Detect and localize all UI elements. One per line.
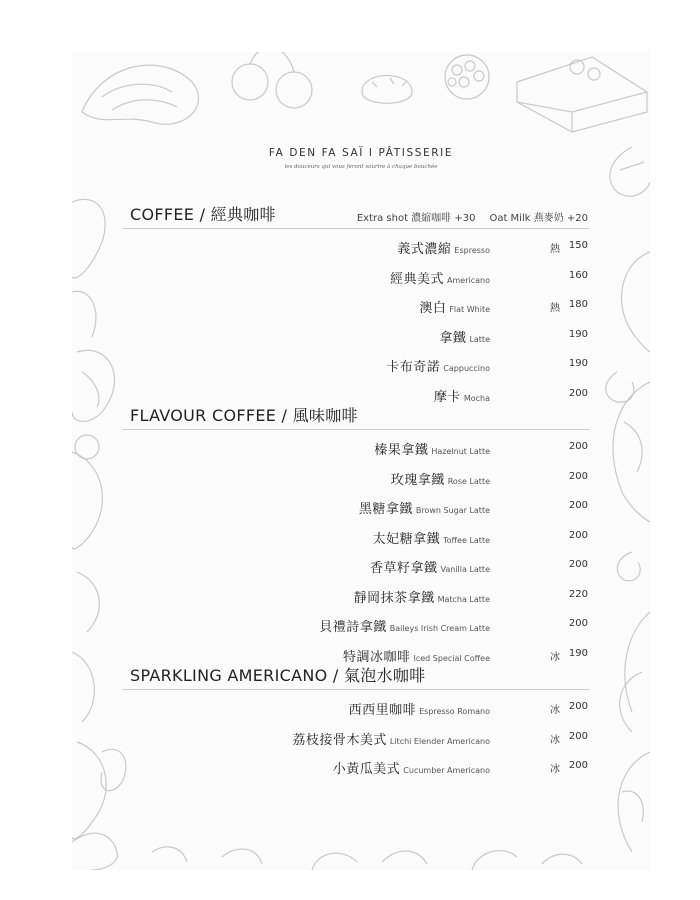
- item-name-english: Mocha: [463, 393, 490, 403]
- item-price: 200: [568, 701, 588, 712]
- menu-item: [122, 550, 590, 580]
- menu-item-name: [359, 498, 490, 517]
- menu-item: [122, 491, 590, 521]
- menu-item: [122, 349, 590, 379]
- item-name-chinese: 玫瑰拿鐵: [390, 472, 445, 488]
- item-name-english: Iced Special Coffee: [413, 653, 490, 663]
- oat-milk-option: Oat Milk 燕麥奶 +20: [489, 213, 588, 224]
- item-name-english: Hazelnut Latte: [431, 447, 490, 456]
- item-temperature: 冰: [550, 764, 560, 775]
- section-header: [122, 207, 590, 229]
- menu-list: [122, 207, 590, 781]
- item-temperature: 冰: [550, 705, 560, 716]
- item-name-chinese: 義式濃縮: [397, 242, 452, 257]
- menu-item-name: [390, 268, 490, 287]
- item-name-chinese: 卡布奇諾: [386, 360, 441, 375]
- menu-item-name: [386, 356, 490, 375]
- menu-item-name: [373, 528, 490, 547]
- item-price: 200: [568, 730, 588, 742]
- item-name-english: Brown Sugar Latte: [415, 506, 490, 515]
- extra-shot-option: Extra shot 濃縮咖啡 +30: [356, 213, 476, 224]
- item-name-english: Baileys Irish Cream Latte: [389, 624, 490, 633]
- item-name-english: Latte: [469, 334, 490, 344]
- item-price: 200: [568, 618, 588, 629]
- section-title: FLAVOUR COFFEE / 風味咖啡: [130, 406, 358, 425]
- menu-page: [72, 52, 650, 870]
- menu-item: [122, 432, 590, 462]
- section-header: [122, 408, 590, 430]
- section-title: COFFEE / 經典咖啡: [130, 205, 276, 224]
- menu-item-name: [439, 327, 490, 346]
- menu-item-name: [343, 646, 490, 665]
- item-price: 200: [568, 441, 588, 452]
- item-name-chinese: 澳白: [419, 301, 447, 316]
- item-name-chinese: 小黃瓜美式: [332, 762, 401, 777]
- brand-tagline: les douceurs qui vous feront sourire à chaque bouchée: [284, 164, 438, 170]
- item-name-chinese: 榛果拿鐵: [374, 443, 429, 458]
- item-temperature: 熱: [550, 244, 560, 255]
- item-name-english: Cucumber Americano: [403, 766, 490, 775]
- menu-item-name: [397, 238, 490, 257]
- item-name-english: Toffee Latte: [443, 535, 490, 545]
- item-price: 160: [568, 269, 588, 281]
- item-name-chinese: 太妃糖拿鐵: [372, 531, 441, 547]
- item-price: 190: [568, 328, 588, 340]
- menu-item-name: [354, 587, 490, 606]
- item-price: 190: [568, 647, 588, 659]
- item-name-english: Cappuccino: [443, 364, 490, 373]
- menu-item: [122, 609, 590, 639]
- item-name-chinese: 特調冰咖啡: [342, 649, 411, 665]
- item-price: 150: [568, 240, 588, 251]
- item-temperature: 熱: [550, 303, 560, 314]
- item-name-chinese: 西西里咖啡: [348, 703, 417, 718]
- item-name-english: Flat White: [449, 305, 490, 314]
- menu-item-name: [419, 297, 490, 316]
- item-name-chinese: 荔枝接骨木美式: [292, 732, 387, 748]
- menu-item: [122, 521, 590, 551]
- add-on-options: [343, 209, 588, 224]
- menu-item-name: [374, 439, 490, 458]
- menu-item: [122, 692, 590, 722]
- item-name-english: Americano: [447, 275, 490, 285]
- menu-item-name: [333, 758, 490, 777]
- item-temperature: 冰: [550, 651, 560, 663]
- item-name-chinese: 拿鐵: [439, 330, 467, 346]
- menu-item: [122, 580, 590, 610]
- item-name-english: Matcha Latte: [437, 594, 490, 604]
- item-name-english: Vanilla Latte: [440, 565, 490, 574]
- item-name-english: Litchi Elender Americano: [389, 736, 490, 746]
- item-price: 190: [568, 358, 588, 369]
- item-name-chinese: 香草籽拿鐵: [369, 561, 438, 576]
- menu-item-name: [292, 729, 490, 748]
- menu-item: [122, 462, 590, 492]
- item-price: 200: [568, 559, 588, 570]
- item-price: 200: [568, 500, 588, 511]
- item-name-chinese: 靜岡抹茶拿鐵: [353, 590, 435, 606]
- item-name-chinese: 摩卡: [433, 389, 461, 405]
- section-header: [122, 668, 590, 690]
- menu-item-name: [370, 557, 490, 576]
- item-price: 200: [568, 470, 588, 482]
- item-price: 200: [568, 387, 588, 399]
- item-name-english: Espresso Romano: [419, 707, 490, 716]
- item-price: 200: [568, 760, 588, 771]
- menu-item: [122, 722, 590, 752]
- item-name-chinese: 貝禮詩拿鐵: [319, 620, 387, 635]
- brand-header: [72, 147, 650, 170]
- menu-item-name: [319, 616, 490, 635]
- menu-item: [122, 290, 590, 320]
- brand-name: FA DEN FA SAÏ I PÂTISSERIE: [268, 147, 454, 159]
- menu-item: [122, 231, 590, 261]
- item-name-chinese: 黑糖拿鐵: [358, 502, 413, 517]
- item-temperature: 冰: [550, 734, 560, 746]
- menu-item-name: [391, 469, 490, 488]
- menu-item-name: [349, 699, 490, 718]
- menu-item-name: [434, 386, 490, 405]
- item-name-chinese: 經典美式: [390, 271, 445, 287]
- item-price: 220: [568, 588, 588, 600]
- menu-item: [122, 320, 590, 350]
- section-title: SPARKLING AMERICANO / 氣泡水咖啡: [130, 666, 426, 685]
- menu-item: [122, 751, 590, 781]
- item-price: 180: [568, 299, 588, 310]
- item-price: 200: [568, 529, 588, 541]
- menu-item: [122, 261, 590, 291]
- item-name-english: Rose Latte: [447, 476, 490, 486]
- item-name-english: Espresso: [454, 246, 490, 255]
